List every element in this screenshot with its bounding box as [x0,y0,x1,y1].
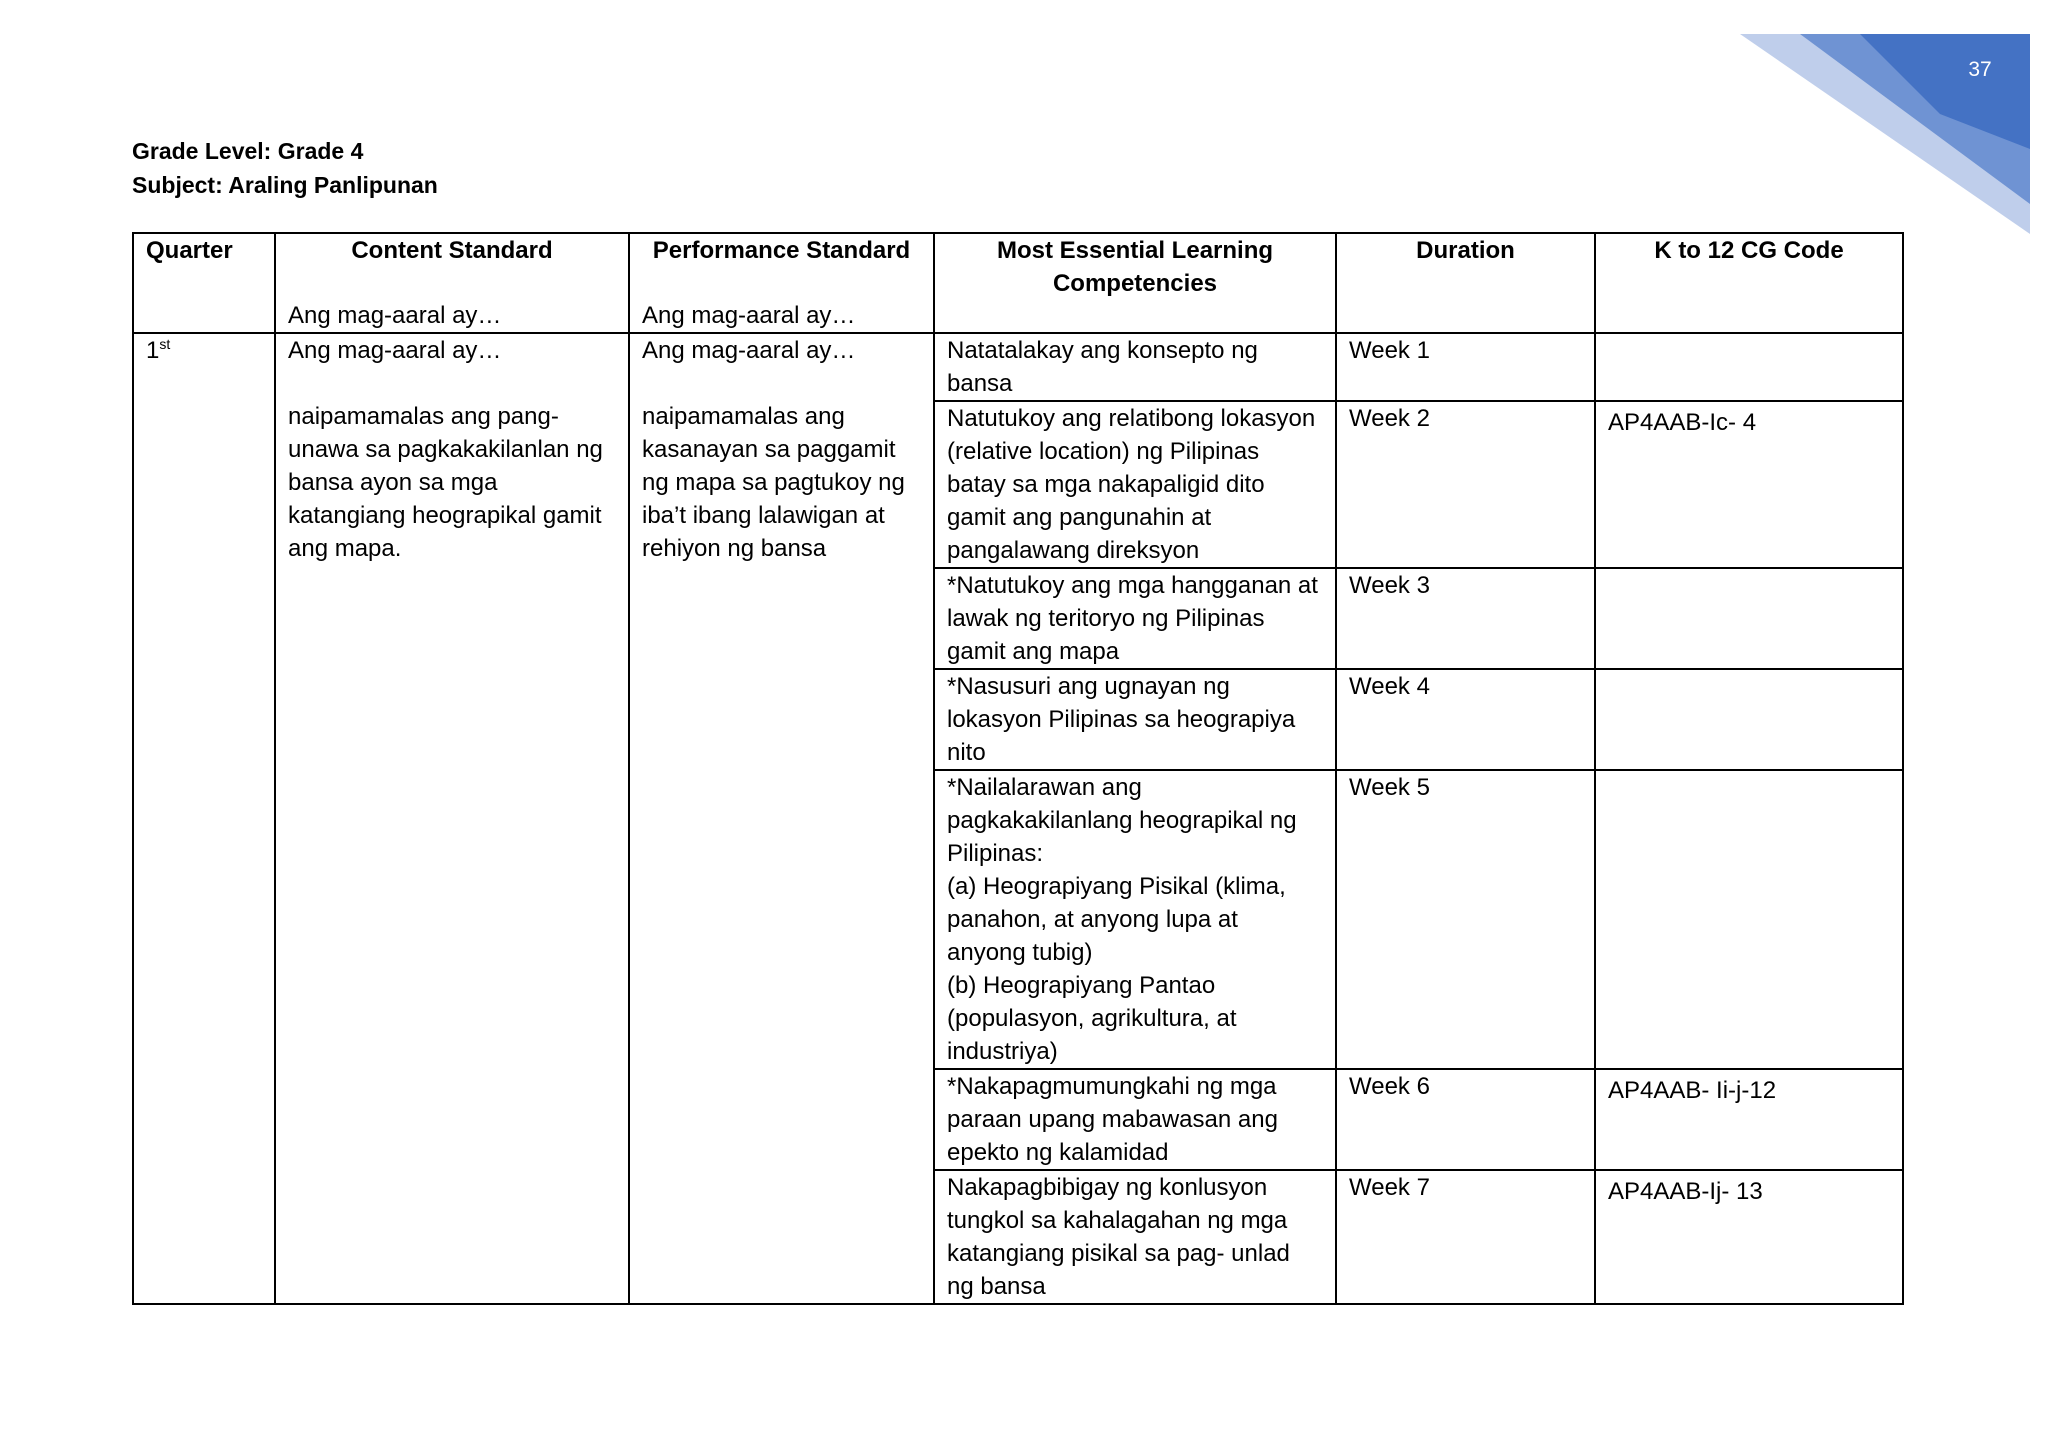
code-text [1608,569,1890,573]
duration-cell: Week 7 [1336,1170,1595,1304]
grade-level: Grade Level: Grade 4 [132,138,364,164]
header-content-standard-sub: Ang mag-aaral ay… [288,302,502,329]
performance-standard-intro: Ang mag-aaral ay… [642,337,856,364]
duration-cell: Week 1 [1336,333,1595,401]
competency-line: *Nailalarawan ang pagkakakilanlang heograpikal ng Pilipinas: [947,774,1297,867]
duration-cell: Week 3 [1336,568,1595,669]
competency-cell: Nakapagbibigay ng konlusyon tungkol sa kahalagahan ng mga katangiang pisikal sa pag- unlad ng bansa [934,1170,1336,1304]
quarter-number: 1 [146,337,160,364]
duration-cell: Week 2 [1336,401,1595,568]
header-performance-standard-title: Performance Standard [652,237,911,264]
header-duration: Duration [1336,233,1595,333]
header-content-standard-title: Content Standard [351,237,553,264]
code-cell [1595,333,1903,401]
code-cell [1595,1069,1903,1170]
code-cell [1595,568,1903,669]
code-text [1608,771,1890,775]
competency-cell: Natatalakay ang konsepto ng bansa [934,333,1336,401]
header-quarter: Quarter [133,233,275,333]
code-text: AP4AAB-Ij- 13 [1608,1178,1763,1205]
header-performance-standard [629,233,934,333]
duration-cell: Week 6 [1336,1069,1595,1170]
quarter-suffix: st [159,336,171,352]
header-content-standard [275,233,629,333]
duration-cell: Week 4 [1336,669,1595,770]
competency-line: (a) Heograpiyang Pisikal (klima, panahon, at anyong lupa at anyong tubig) [947,873,1286,966]
competency-cell [934,770,1336,1069]
competency-line: (b) Heograpiyang Pantao (populasyon, agrikultura, at industriya) [947,972,1237,1065]
competency-cell: Natutukoy ang relatibong lokasyon (relative location) ng Pilipinas batay sa mga nakapaligid dito gamit ang pangunahin at pangalawang direksyon [934,401,1336,568]
header-code: K to 12 CG Code [1595,233,1903,333]
page-number: 37 [1968,58,1992,81]
quarter-cell [133,333,275,1304]
competency-cell: *Nasusuri ang ugnayan ng lokasyon Pilipinas sa heograpiya nito [934,669,1336,770]
table-row [133,333,1903,401]
code-text [1608,334,1890,338]
code-cell [1595,669,1903,770]
code-text [1608,670,1890,674]
competency-cell: *Natutukoy ang mga hangganan at lawak ng teritoryo ng Pilipinas gamit ang mapa [934,568,1336,669]
duration-cell: Week 5 [1336,770,1595,1069]
code-text: AP4AAB- Ii-j-12 [1608,1077,1777,1104]
performance-standard-cell [629,333,934,1304]
code-cell [1595,770,1903,1069]
code-cell [1595,401,1903,568]
content-standard-intro: Ang mag-aaral ay… [288,337,502,364]
subject: Subject: Araling Panlipunan [132,172,438,198]
content-standard-cell [275,333,629,1304]
header-performance-standard-sub: Ang mag-aaral ay… [642,302,856,329]
code-text: AP4AAB-Ic- 4 [1608,409,1757,436]
curriculum-table [132,232,1904,1305]
document-header [132,134,438,202]
content-standard-text: naipamamalas ang pang-unawa sa pagkakakilanlan ng bansa ayon sa mga katangiang heograpikal gamit ang mapa. [288,403,603,562]
competency-cell: *Nakapagmumungkahi ng mga paraan upang mabawasan ang epekto ng kalamidad [934,1069,1336,1170]
code-cell [1595,1170,1903,1304]
header-melc: Most Essential Learning Competencies [934,233,1336,333]
table-header-row [133,233,1903,333]
performance-standard-text: naipamamalas ang kasanayan sa paggamit ng mapa sa pagtukoy ng iba’t ibang lalawigan at rehiyon ng bansa [642,403,905,562]
